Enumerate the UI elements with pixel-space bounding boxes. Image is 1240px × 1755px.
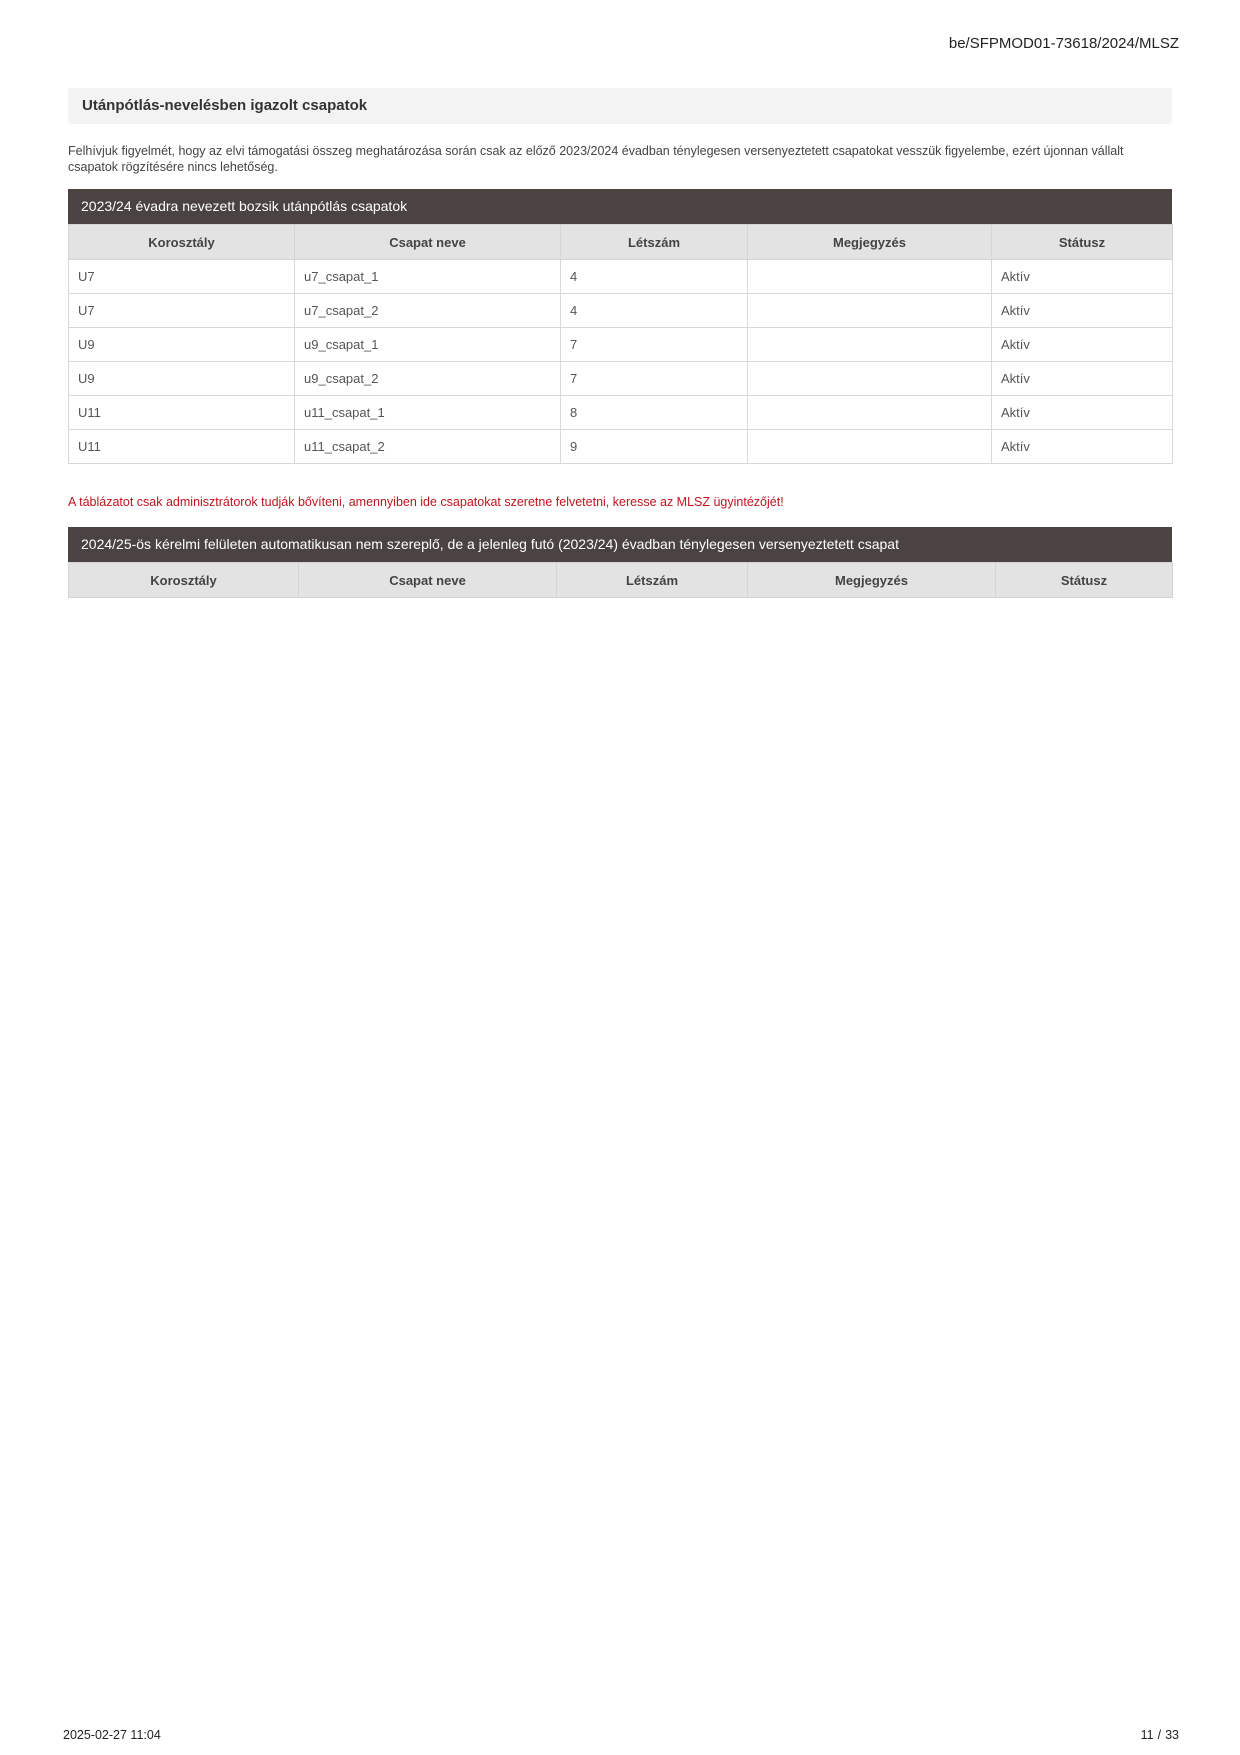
cell-team-name: u7_csapat_1 (295, 260, 561, 294)
table-row (69, 328, 1173, 362)
cell-status: Aktív (992, 362, 1173, 396)
col-header-team-name: Csapat neve (295, 225, 561, 260)
cell-team-name: u9_csapat_2 (295, 362, 561, 396)
cell-headcount: 4 (561, 260, 748, 294)
extra-teams-table-header-row (69, 563, 1173, 598)
cell-team-name: u9_csapat_1 (295, 328, 561, 362)
extra-teams-table (68, 562, 1173, 598)
col-header-note: Megjegyzés (748, 563, 996, 598)
cell-age-group: U9 (69, 328, 295, 362)
cell-note (748, 362, 992, 396)
col-header-note: Megjegyzés (748, 225, 992, 260)
cell-headcount: 7 (561, 328, 748, 362)
teams-table (68, 224, 1173, 464)
table-row (69, 396, 1173, 430)
col-header-headcount: Létszám (557, 563, 748, 598)
table-row (69, 260, 1173, 294)
cell-note (748, 430, 992, 464)
cell-headcount: 9 (561, 430, 748, 464)
table-row (69, 430, 1173, 464)
col-header-status: Státusz (992, 225, 1173, 260)
teams-table-title: 2023/24 évadra nevezett bozsik utánpótlás csapatok (68, 189, 1172, 224)
extra-teams-table-title: 2024/25-ös kérelmi felületen automatikusan nem szereplő, de a jelenleg futó (2023/24) évadban ténylegesen versenyeztetett csapat (68, 527, 1172, 562)
page-number (1141, 1728, 1179, 1742)
cell-note (748, 260, 992, 294)
col-header-age-group: Korosztály (69, 225, 295, 260)
cell-team-name: u11_csapat_1 (295, 396, 561, 430)
cell-headcount: 8 (561, 396, 748, 430)
col-header-age-group: Korosztály (69, 563, 299, 598)
page-total: 33 (1165, 1728, 1179, 1742)
page-current: 11 (1140, 1728, 1154, 1742)
cell-age-group: U9 (69, 362, 295, 396)
cell-team-name: u7_csapat_2 (295, 294, 561, 328)
cell-note (748, 396, 992, 430)
page-separator: / (1157, 1728, 1162, 1742)
admin-warning-text: A táblázatot csak adminisztrátorok tudják bővíteni, amennyiben ide csapatokat szeretne felvetetni, keresse az MLSZ ügyintézőjét! (68, 495, 784, 509)
cell-headcount: 4 (561, 294, 748, 328)
cell-age-group: U7 (69, 294, 295, 328)
table-row (69, 362, 1173, 396)
col-header-team-name: Csapat neve (299, 563, 557, 598)
cell-status: Aktív (992, 294, 1173, 328)
cell-age-group: U11 (69, 396, 295, 430)
notice-text: Felhívjuk figyelmét, hogy az elvi támogatási összeg meghatározása során csak az előző 2023/2024 évadban ténylegesen versenyeztetett csapatokat vesszük figyelembe, ezért újonnan vállalt csapatok rögzítésére nincs lehetőség. (68, 144, 1124, 174)
cell-age-group: U7 (69, 260, 295, 294)
cell-status: Aktív (992, 396, 1173, 430)
cell-team-name: u11_csapat_2 (295, 430, 561, 464)
extra-teams-table-block (68, 527, 1172, 598)
footer-datetime: 2025-02-27 11:04 (63, 1728, 161, 1742)
cell-note (748, 294, 992, 328)
cell-status: Aktív (992, 260, 1173, 294)
col-header-headcount: Létszám (561, 225, 748, 260)
teams-table-header-row (69, 225, 1173, 260)
table-row (69, 294, 1173, 328)
cell-age-group: U11 (69, 430, 295, 464)
section-title: Utánpótlás-nevelésben igazolt csapatok (68, 88, 1172, 124)
col-header-status: Státusz (996, 563, 1173, 598)
cell-note (748, 328, 992, 362)
cell-status: Aktív (992, 328, 1173, 362)
cell-status: Aktív (992, 430, 1173, 464)
teams-table-block (68, 189, 1172, 464)
cell-headcount: 7 (561, 362, 748, 396)
document-id: be/SFPMOD01-73618/2024/MLSZ (948, 35, 1179, 52)
